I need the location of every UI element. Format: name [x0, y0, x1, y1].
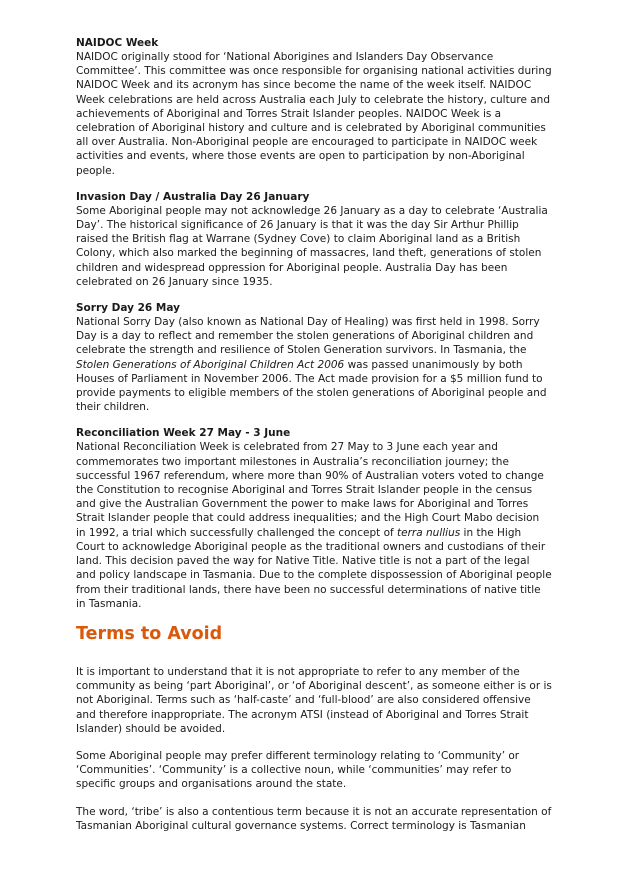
- section-paragraph: [76, 315, 552, 414]
- section-paragraph: [76, 50, 552, 178]
- act-title-italic: Stolen Generations of Aboriginal Children Act 2006: [76, 358, 345, 371]
- paragraph-text: was passed unanimously by both Houses of Parliament in November 2006. The Act made provision for a $5 million fund to provide payments to eligible members of the stolen generations of Aboriginal people and their children.: [76, 358, 547, 414]
- section-australia-day: [76, 190, 552, 289]
- terms-paragraph: Some Aboriginal people may prefer different terminology relating to ‘Community’ or ‘Communities’. ‘Community’ is a collective noun, while ‘communities’ may refer to specific groups and organisations around the state.: [76, 749, 520, 791]
- terra-nullius-italic: terra nullius: [397, 526, 461, 539]
- paragraph-text: in the High Court to acknowledge Aboriginal people as the traditional owners and custodians of their land. This decision paved the way for Native Title. Native title is not a part of the legal and policy landscape in Tasmania. Due to the complete dispossession of Aboriginal people from their traditional lands, there have been no successful determinations of native title in Tasmania.: [76, 526, 552, 610]
- section-paragraph: [76, 440, 552, 610]
- section-paragraph: [76, 204, 552, 289]
- paragraph-text: National Reconciliation Week is celebrated from 27 May to 3 June each year and commemorates two important milestones in Australia’s reconciliation journey; the successful 1967 referendum, where more than 90% of Australian voters voted to change the Constitution to recognise Aboriginal and Torres Strait Islander people in the census and give the Australian Government the power to make laws for Aboriginal and Torres Strait Islander people that could address inequalities; and the High Court Mabo decision in 1992, a trial which successfully challenged the concept of: [76, 441, 544, 539]
- terms-paragraph: It is important to understand that it is not appropriate to refer to any member of the community as being ‘part Aboriginal’, or ‘of Aboriginal descent’, as someone either is or is not Aboriginal. Terms such as ‘half-caste’ and ‘full-blood’ are also considered offensive and therefore inappropriate. The acronym ATSI (instead of Aboriginal and Torres Strait Islander) should be avoided.: [76, 665, 552, 735]
- document-page: [76, 36, 552, 846]
- terms-paragraph: The word, ‘tribe’ is also a contentious term because it is not an accurate representation of Tasmanian Aboriginal cultural governance systems. Correct terminology is Tasmanian: [76, 805, 552, 832]
- paragraph-text: National Sorry Day (also known as National Day of Healing) was first held in 1998. Sorry Day is a day to reflect and remember the stolen generations of Aboriginal children and celebrate the strength and resilience of Stolen Generation survivors. In Tasmania, the: [76, 316, 540, 357]
- section-heading: Sorry Day 26 May: [76, 302, 180, 315]
- section-heading: Invasion Day / Australia Day 26 January: [76, 190, 310, 203]
- paragraph-text: NAIDOC originally stood for ‘National Aborigines and Islanders Day Observance Committee’. This committee was once responsible for organising national activities during NAIDOC Week and its acronym has since become the name of the week itself. NAIDOC Week celebrations are held across Australia each July to celebrate the history, culture and achievements of Aboriginal and Torres Strait Islander peoples. NAIDOC Week is a celebration of Aboriginal history and culture and is celebrated by Aboriginal communities all over Australia. Non-Aboriginal people are encouraged to participate in NAIDOC week activities and events, where those events are open to participation by non-Aboriginal people.: [76, 51, 552, 177]
- section-heading: NAIDOC Week: [76, 37, 159, 49]
- section-sorry-day: [76, 301, 552, 414]
- paragraph-text: Some Aboriginal people may not acknowledge 26 January as a day to celebrate ‘Australia Day’. The historical significance of 26 January is that it was the day Sir Arthur Phillip raised the British flag at Warrane (Sydney Cove) to claim Aboriginal land as a British Colony, which also marked the beginning of massacres, land theft, generations of stolen children and widespread oppression for Aboriginal people. Australia Day has been celebrated on 26 January since 1935.: [76, 204, 548, 288]
- section-reconciliation-week: [76, 426, 552, 610]
- terms-to-avoid-heading: Terms to Avoid: [76, 623, 223, 644]
- section-heading: Reconciliation Week 27 May - 3 June: [76, 427, 291, 440]
- section-naidoc-week: [76, 36, 552, 178]
